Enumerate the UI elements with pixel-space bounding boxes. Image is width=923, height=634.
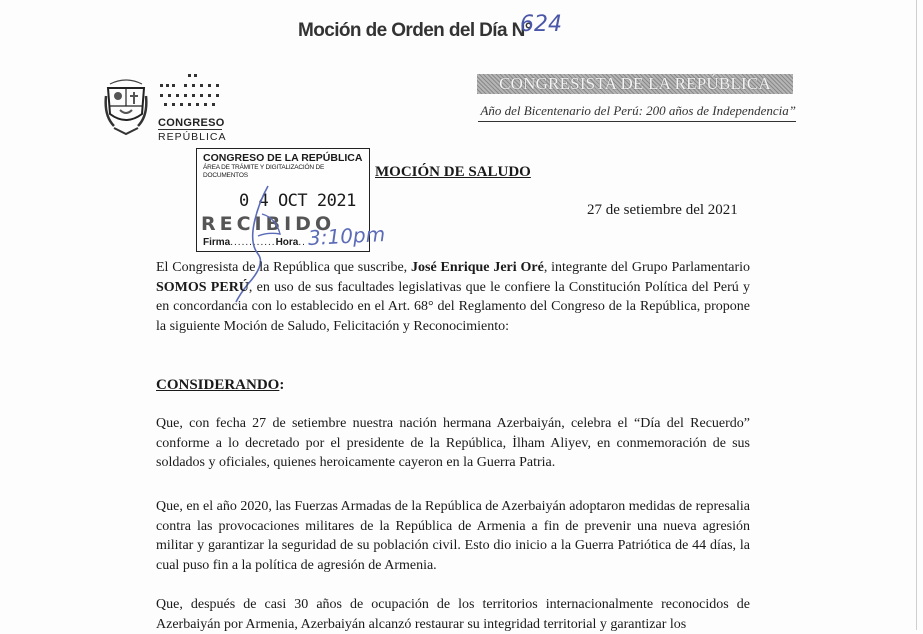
document-date: 27 de setiembre del 2021 bbox=[587, 202, 738, 218]
motion-heading bbox=[298, 20, 532, 42]
considerando-colon: : bbox=[279, 377, 285, 393]
considerando-label: CONSIDERANDO bbox=[156, 377, 280, 393]
intro-text-2: , integrante del Grupo Parlamentario bbox=[543, 260, 750, 275]
stamp-firma-label: Firma bbox=[203, 237, 231, 248]
congreso-logo bbox=[158, 72, 228, 143]
congressman-name: José Enrique Jeri Oré bbox=[411, 260, 544, 275]
stamp-subtitle: ÁREA DE TRÁMITE Y DIGITALIZACIÓN DE DOCUMENTOS bbox=[203, 164, 325, 179]
bicentenario-line: Año del Bicentenario del Perú: 200 años de Independencia” bbox=[478, 103, 796, 122]
intro-text-3: , en uso de sus facultades legislativas que le confiere la Constitución Política del Perú y en concordancia con lo establecido en el Art. 68° del Reglamento del Congreso de la República, propone la siguiente Moción de Saludo, Felicitación y Reconocimiento: bbox=[156, 279, 750, 334]
hemicycle-icon bbox=[158, 72, 224, 110]
stamp-footer: Firma............Hora.. bbox=[203, 237, 306, 248]
intro-text-1: El Congresista de la República que suscribe, bbox=[156, 260, 412, 275]
handwritten-time: 3:10pm bbox=[307, 221, 386, 251]
stamp-received: RECIBIDO bbox=[201, 213, 336, 235]
logo-line-republica: REPÚBLICA bbox=[158, 131, 227, 143]
coat-of-arms-icon bbox=[104, 76, 148, 138]
document-title: MOCIÓN DE SALUDO bbox=[375, 164, 531, 180]
page-edge bbox=[916, 0, 917, 630]
stamp-hora-label: Hora bbox=[275, 237, 299, 248]
motion-label: Moción de Orden del Día N° bbox=[298, 20, 532, 41]
congresista-banner: CONGRESISTA DE LA REPÚBLICA bbox=[477, 74, 793, 94]
intro-paragraph bbox=[156, 258, 750, 336]
considerando-paragraph-3: Que, después de casi 30 años de ocupación de los territorios internacionalmente reconocidos de Azerbaiyán por Armenia, Azerbaiyán alcanzó restaurar su integridad territorial y garantizar los bbox=[156, 597, 750, 632]
stamp-title: CONGRESO DE LA REPÚBLICA bbox=[203, 152, 363, 164]
considerando-paragraph-2: Que, en el año 2020, las Fuerzas Armadas de la República de Azerbaiyán adoptaron medidas de represalia contra las provocaciones militares de la República de Armenia a fin de prevenir una nueva agresión militar y garantizar la seguridad de su población civil. Esto dio inicio a la Guerra Patriótica de 44 días, la cual puso fin a la política de agresión de Armenia. bbox=[156, 499, 751, 573]
motion-number-handwritten: 624 bbox=[520, 12, 562, 37]
party-name: SOMOS PERÚ bbox=[156, 279, 249, 295]
logo-line-congreso: CONGRESO bbox=[158, 117, 225, 129]
stamp-date: 0 4 OCT 2021 bbox=[239, 191, 356, 211]
considerando-paragraph-1: Que, con fecha 27 de setiembre nuestra nación hermana Azerbaiyán, celebra el “Día del Recuerdo” conforme a lo decretado por el presidente de la República, İlham Aliyev, en conmemoración de sus soldados y oficiales, quienes heroicamente cayeron en la Guerra Patria. bbox=[156, 416, 750, 470]
considerando-heading bbox=[156, 377, 284, 394]
